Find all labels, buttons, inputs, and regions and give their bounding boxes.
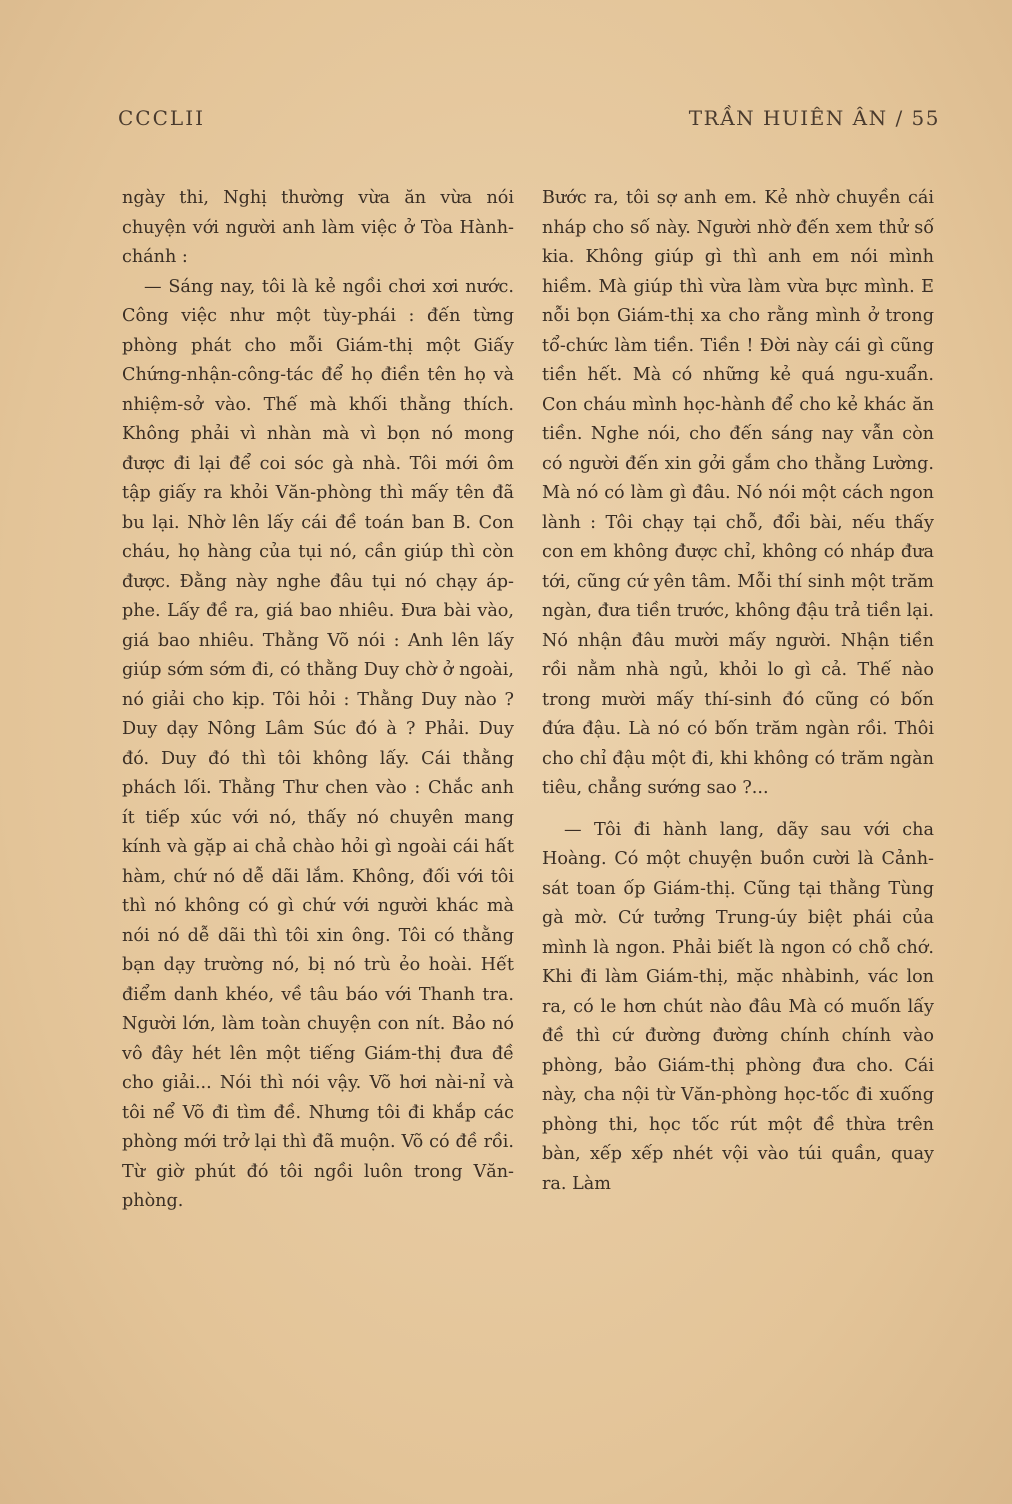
paragraph: — Tôi đi hành lang, dãy sau với cha Hoàng. Có một chuyện buồn cười là Cảnh-sát toan ốp Giám-thị. Cũng tại thằng Tùng gà mờ. Cứ tưởng Trung-úy biệt phái của mình là ngon. Phải biết là ngon có chỗ chớ. Khi đi làm Giám-thị, mặc nhàbinh, vác lon ra, có le hơn chút nào đâu Mà có muốn lấy đề thì cứ đường đường chính chính vào phòng, bảo Giám-thị phòng đưa cho. Cái này, cha nội từ Văn-phòng học-tốc đi xuống phòng thi, học tốc rút một đề thừa trên bàn, xếp xếp nhét vội vào túi quần, quay ra. Làm [542,819,934,1194]
paragraph: — Sáng nay, tôi là kẻ ngồi chơi xơi nước. Công việc như một tùy-phái : đến từng phòng phát cho mỗi Giám-thị một Giấy Chứng-nhận-công-tác để họ điền tên họ và nhiệm-sở vào. Thế mà khối thằng thích. Không phải vì nhàn mà vì bọn nó mong được đi lại để coi sóc gà nhà. Tôi mới ôm tập giấy ra khỏi Văn-phòng thì mấy tên đã bu lại. Nhờ lên lấy cái đề toán ban B. Con cháu, họ hàng của tụi nó, cần giúp thì còn được. Đằng này nghe đâu tụi nó chạy áp-phe. Lấy đề ra, giá bao nhiêu. Đưa bài vào, giá bao nhiêu. Thằng Võ nói : Anh lên lấy giúp sớm sớm đi, có thằng Duy chờ ở ngoài, nó giải cho kịp. Tôi hỏi : Thằng Duy nào ? Duy dạy Nông Lâm Súc đó à ? Phải. Duy đó. Duy đó thì tôi không lấy. Cái thằng phách lối. Thằng Thư chen vào : Chắc anh ít tiếp xúc với nó, thấy nó chuyên mang kính và gặp ai chả chào hỏi gì ngoài cái hất hàm, chứ nó dễ dãi lắm. Không, đối với tôi thì nó không có gì chứ với người khác mà nói nó dễ dãi thì tôi xin ông. Tôi có thằng bạn dạy trường nó, bị nó trù ẻo hoài. Hết điểm danh khéo, về tâu báo với Thanh tra. Người lớn, làm toàn chuyện con nít. Bảo nó vô đây hét lên một tiếng Giám-thị đưa đề cho giải... Nói thì nói vậy. Võ hơi nài-nỉ và tôi nể Võ đi tìm đề. Nhưng tôi đi khắp các phòng mới trở lại thì đã muộn. Võ có đề rồi. Từ giờ phút đó tôi ngồi luôn trong Văn-phòng. [122,276,514,1211]
right-column [542,184,934,1199]
chapter-number: CCCLII [118,106,205,130]
running-head-page-number: TRẦN HUIÊN ÂN / 55 [688,106,940,130]
paragraph: Bước ra, tôi sợ anh em. Kẻ nhờ chuyền cái nháp cho số này. Người nhờ đến xem thử số kia. Không giúp gì thì anh em nói mình hiềm. Mà giúp thì vừa làm vừa bực mình. E nỗi bọn Giám-thị xa cho rằng mình ở trong tổ-chức làm tiền. Tiền ! Đời này cái gì cũng tiền hết. Mà có những kẻ quá ngu-xuẩn. Con cháu mình học-hành để cho kẻ khác ăn tiền. Nghe nói, cho đến sáng nay vẫn còn có người đến xin gởi gắm cho thằng Lường. Mà nó có làm gì đâu. Nó nói một cách ngon lành : Tôi chạy tại chỗ, đổi bài, nếu thấy con em không được chỉ, không có nháp đưa tới, cũng cứ yên tâm. Mỗi thí sinh một trăm ngàn, đưa tiền trước, không đậu trả tiền lại. Nó nhận đâu mười mấy người. Nhận tiền rồi nằm nhà ngủ, khỏi lo gì cả. Thế nào trong mười mấy thí-sinh đó cũng có bốn đứa đậu. Là nó có bốn trăm ngàn rồi. Thôi cho chỉ đậu một đi, khi không có trăm ngàn tiêu, chẳng sướng sao ?... [542,188,934,798]
paragraph: ngày thi, Nghị thường vừa ăn vừa nói chuyện với người anh làm việc ở Tòa Hành-chánh : [122,188,514,267]
left-column [122,184,514,1217]
